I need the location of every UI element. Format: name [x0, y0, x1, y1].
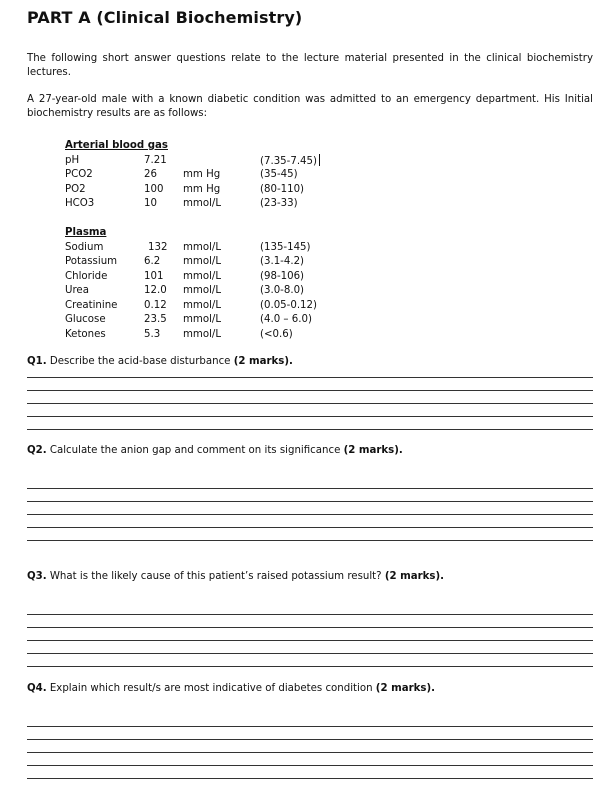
- analyte-unit: mm Hg: [183, 169, 221, 180]
- analyte-name: HCO3: [65, 198, 95, 209]
- analyte-unit: mmol/L: [183, 285, 222, 296]
- intro-paragraph: The following short answer questions relate to the lecture material presented in the clinical biochemistry lectures.: [27, 53, 593, 78]
- analyte-value: 101: [144, 270, 164, 282]
- reference-range: (35-45): [260, 169, 298, 180]
- analyte-value: 26: [144, 169, 157, 180]
- answer-line[interactable]: [27, 429, 593, 430]
- question-4: Q4. Explain which result/s are most indicative of diabetes condition (2 marks).: [27, 683, 435, 694]
- analyte-value: 10: [144, 198, 157, 209]
- reference-range: (7.35-7.45): [260, 154, 320, 170]
- table-row: [65, 183, 305, 198]
- analyte-name: Creatinine: [65, 299, 118, 311]
- answer-line[interactable]: [27, 739, 593, 740]
- reference-range: (0.05-0.12): [260, 299, 317, 311]
- answer-line[interactable]: [27, 666, 593, 667]
- answer-line[interactable]: [27, 627, 593, 628]
- analyte-value: 12.0: [144, 285, 167, 296]
- table-row: [65, 197, 298, 212]
- question-1: Q1. Describe the acid-base disturbance (2 marks).: [27, 356, 293, 367]
- answer-line[interactable]: [27, 640, 593, 641]
- analyte-unit: mm Hg: [183, 183, 221, 195]
- table-row: [65, 168, 298, 183]
- table-row: [65, 284, 305, 299]
- page-title: PART A (Clinical Biochemistry): [27, 8, 303, 27]
- answer-line[interactable]: [27, 752, 593, 753]
- analyte-name: PCO2: [65, 169, 93, 180]
- reference-range: (80-110): [260, 183, 305, 195]
- table-row: [65, 299, 317, 314]
- table-row: [65, 328, 293, 343]
- analyte-value: 7.21: [144, 154, 167, 166]
- answer-line[interactable]: [27, 778, 593, 779]
- analyte-name: PO2: [65, 183, 86, 195]
- analyte-unit: mmol/L: [183, 241, 222, 253]
- analyte-unit: mmol/L: [183, 256, 222, 267]
- analyte-value: 100: [144, 183, 164, 195]
- analyte-value: 6.2: [144, 256, 161, 267]
- plasma-table: [65, 226, 317, 342]
- reference-range: (23-33): [260, 198, 298, 209]
- analyte-unit: mmol/L: [183, 270, 222, 282]
- answer-line[interactable]: [27, 765, 593, 766]
- answer-line[interactable]: [27, 416, 593, 417]
- answer-line[interactable]: [27, 501, 593, 502]
- abg-heading: Arterial blood gas: [65, 140, 168, 151]
- answer-line[interactable]: [27, 514, 593, 515]
- reference-range: (<0.6): [260, 328, 293, 340]
- table-row: [65, 313, 312, 328]
- analyte-unit: mmol/L: [183, 328, 222, 340]
- reference-range: (4.0 – 6.0): [260, 314, 312, 325]
- question-2: Q2. Calculate the anion gap and comment on its significance (2 marks).: [27, 445, 403, 456]
- answer-line[interactable]: [27, 726, 593, 727]
- table-row: [65, 255, 305, 270]
- answer-line[interactable]: [27, 488, 593, 489]
- analyte-unit: mmol/L: [183, 299, 222, 311]
- analyte-unit: mmol/L: [183, 314, 222, 325]
- answer-line[interactable]: [27, 614, 593, 615]
- reference-range: (3.1-4.2): [260, 256, 305, 267]
- analyte-value: 0.12: [144, 299, 167, 311]
- analyte-name: Sodium: [65, 241, 104, 253]
- answer-line[interactable]: [27, 527, 593, 528]
- analyte-name: Potassium: [65, 256, 118, 267]
- question-3: Q3. What is the likely cause of this patient’s raised potassium result? (2 marks).: [27, 571, 444, 582]
- analyte-name: pH: [65, 154, 80, 166]
- analyte-value: 5.3: [144, 328, 161, 340]
- answer-line[interactable]: [27, 403, 593, 404]
- reference-range: (135-145): [260, 241, 311, 253]
- answer-line[interactable]: [27, 390, 593, 391]
- table-row: [65, 241, 311, 256]
- text-cursor: [319, 154, 320, 166]
- arterial-blood-gas-table: [65, 139, 317, 212]
- case-paragraph: A 27-year-old male with a known diabetic condition was admitted to an emergency department. His Initial biochemistry results are as follows:: [27, 94, 593, 119]
- table-row: [65, 270, 305, 285]
- plasma-heading: Plasma: [65, 227, 107, 238]
- analyte-name: Ketones: [65, 328, 106, 340]
- answer-line[interactable]: [27, 377, 593, 378]
- analyte-unit: mmol/L: [183, 198, 222, 209]
- answer-line[interactable]: [27, 540, 593, 541]
- analyte-value: 23.5: [144, 314, 167, 325]
- table-row: [65, 154, 317, 169]
- analyte-name: Chloride: [65, 270, 108, 282]
- answer-line[interactable]: [27, 653, 593, 654]
- analyte-value: 132: [148, 241, 168, 253]
- analyte-name: Urea: [65, 285, 89, 296]
- analyte-name: Glucose: [65, 314, 106, 325]
- reference-range: (3.0-8.0): [260, 285, 305, 296]
- reference-range: (98-106): [260, 270, 305, 282]
